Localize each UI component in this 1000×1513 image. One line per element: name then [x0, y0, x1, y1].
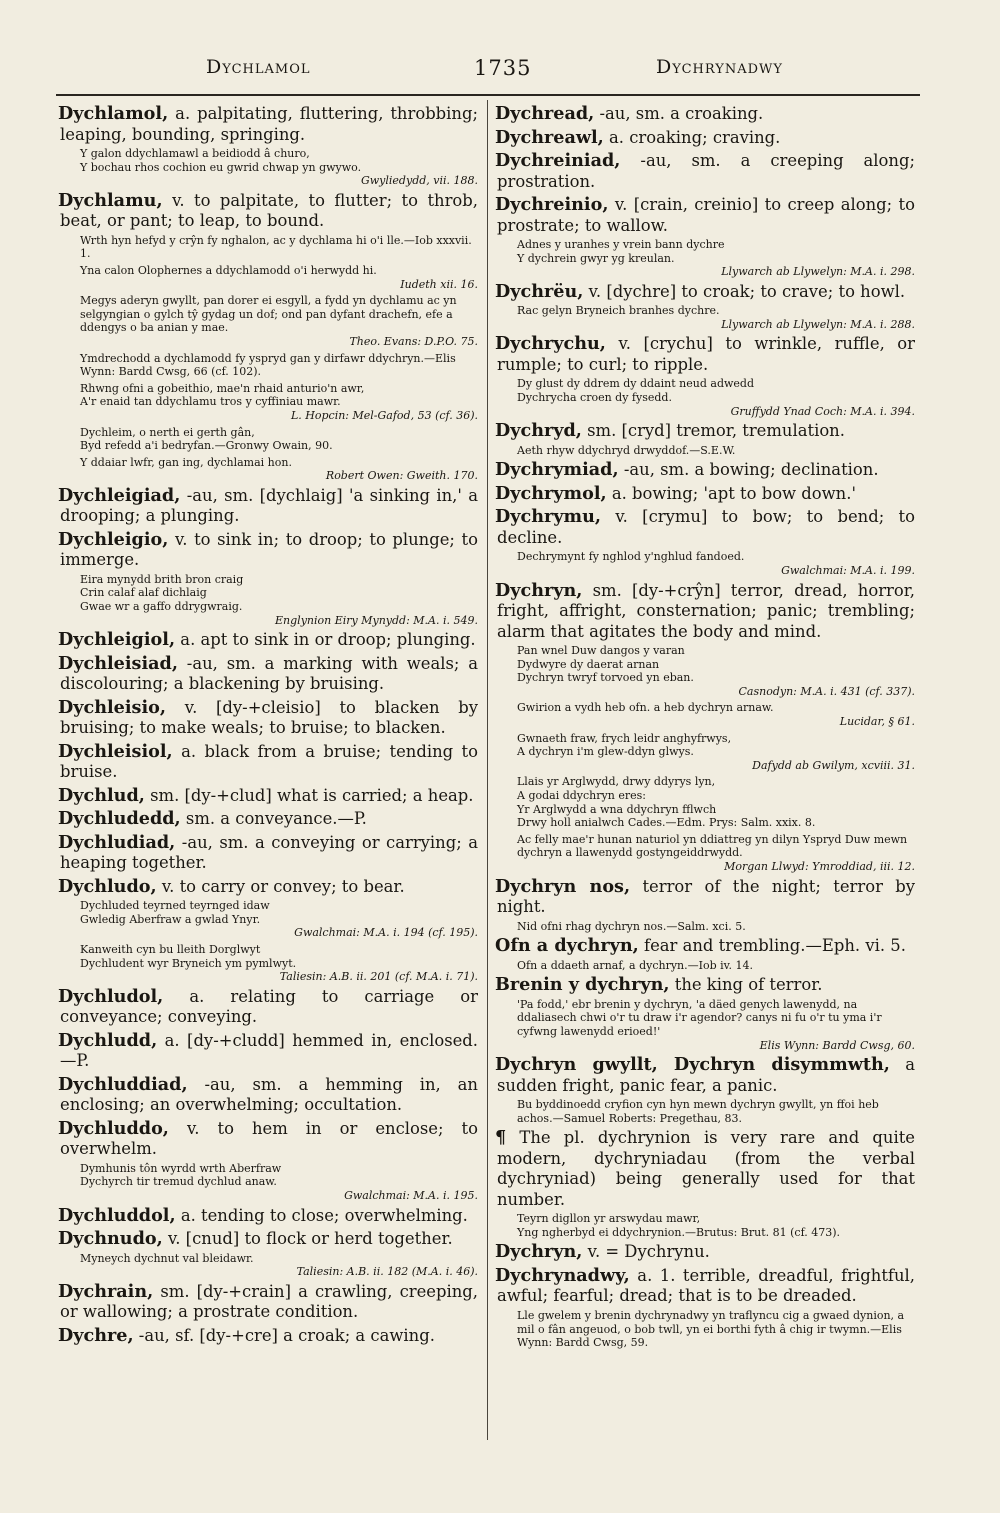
quotation-line: Aeth rhyw ddychryd drwyddof.—S.E.W.	[517, 443, 736, 457]
quotation	[80, 1162, 478, 1203]
dictionary-entry	[497, 1242, 915, 1263]
quotation-line: Y galon ddychlamawl a beidiodd â churo,	[80, 147, 310, 160]
dictionary-entry	[497, 195, 915, 279]
quotation-line: Dy glust dy ddrem dy ddaint neud adwedd	[517, 377, 755, 391]
quotation	[517, 1098, 915, 1125]
quotation-line: Drwy holl anialwch Cades.—Edm. Prys: Salm. xxix. 8.	[517, 816, 816, 830]
quotation-citation: Gruffydd Ynad Coch: M.A. i. 394.	[730, 404, 915, 418]
quotation-citation: Theo. Evans: D.P.O. 75.	[349, 334, 478, 348]
headword: Dychrymol,	[495, 482, 607, 504]
definition-text: sm. a conveyance.—P.	[185, 809, 367, 829]
headword: Dychrymiad,	[495, 459, 619, 481]
definition-text: a. bowing; 'apt to bow down.'	[611, 483, 856, 503]
headword: Dychread,	[495, 103, 595, 124]
definition-text: sm. [cryd] tremor, tremulation.	[587, 421, 845, 441]
right-column	[497, 104, 915, 1454]
entry-definition-line	[497, 975, 915, 996]
headword: Dychryn,	[495, 579, 583, 601]
definition-text: v. [crain, creinio] to creep along; to prostrate; to wallow.	[497, 195, 916, 235]
quotation-line: 'Pa fodd,' ebr brenin y dychryn, 'a däed genych lawenydd, na ddaliasech chwi o'r tu draw i'r agendor? canys ni fu o'r tu yma i'r cyfwng lawenydd erioed!'	[517, 997, 882, 1038]
headword: Dychrain,	[58, 1280, 154, 1302]
entry-definition-line	[497, 1242, 915, 1263]
headword: Dychlamu,	[58, 189, 163, 211]
dictionary-entry	[497, 128, 915, 149]
dictionary-entry	[60, 833, 478, 874]
headword: Dychreinio,	[495, 194, 609, 215]
quotation-line: Kanweith cyn bu lleith Dorglwyt	[80, 943, 261, 957]
quotation-line: Yna calon Olophernes a ddychlamodd o'i herwydd hi.	[80, 263, 377, 277]
dictionary-entry	[60, 698, 478, 739]
headword: Dychrynadwy,	[495, 1264, 630, 1286]
dictionary-entry	[497, 104, 915, 125]
dictionary-entry	[60, 630, 478, 651]
quotation-line: Llais yr Arglwydd, drwy ddyrys lyn,	[517, 775, 716, 789]
quotation-line: Dymhunis tôn wyrdd wrth Aberfraw	[80, 1161, 282, 1175]
running-header	[56, 56, 924, 86]
quotation-citation: Elis Wynn: Bardd Cwsg, 60.	[759, 1038, 915, 1052]
entry-definition-line	[60, 530, 478, 571]
quotation	[517, 377, 915, 418]
quotation	[517, 444, 915, 458]
definition-text: v. [dychre] to croak; to crave; to howl.	[588, 281, 906, 301]
headword: Dychreawl,	[495, 126, 604, 148]
headword: Dychluddiad,	[58, 1073, 188, 1095]
quotation-line: Ymdrechodd a dychlamodd fy yspryd gan y dirfawr ddychryn.—Elis Wynn: Bardd Cwsg, 66 (cf. 102).	[80, 351, 456, 379]
quotation	[80, 382, 478, 423]
quotation-line: Byd refedd a'i bedryfan.—Gronwy Owain, 90.	[80, 439, 333, 453]
quotation-citation: Taliesin: A.B. ii. 182 (M.A. i. 46).	[296, 1265, 478, 1279]
entry-definition-line	[60, 1229, 478, 1250]
headword: Dychleigiad,	[58, 484, 181, 506]
definition-text: v. to palpitate, to flutter; to throb, beat, or pant; to leap, to bound.	[60, 190, 478, 231]
entry-definition-line	[60, 1119, 478, 1160]
quotation-line: Dychluded teyrned teyrnged idaw	[80, 899, 270, 913]
quotation-line: Bu byddinoedd cryfion cyn hyn mewn dychryn gwyllt, yn ffoi heb achos.—Samuel Roberts: Pregethau, 83.	[517, 1098, 879, 1125]
quotation-line: Gwirion a vydh heb ofn. a heb dychryn arnaw.	[517, 701, 774, 715]
quotation	[517, 1212, 915, 1239]
entry-definition-line	[497, 507, 915, 548]
quotation-citation: Englynion Eiry Mynydd: M.A. i. 549.	[275, 613, 478, 627]
quotation	[80, 1252, 478, 1279]
definition-text: v. to carry or convey; to bear.	[161, 876, 405, 896]
quotation-line: Gwnaeth fraw, frych leidr anghyfrwys,	[517, 731, 732, 745]
quotation-citation: L. Hopcin: Mel-Gafod, 53 (cf. 36).	[290, 408, 478, 422]
definition-text: a. [dy-+cludd] hemmed in, enclosed.—P.	[60, 1030, 479, 1071]
quotation-citation: Gwalchmai: M.A. i. 194 (cf. 195).	[294, 926, 478, 940]
dictionary-entry	[60, 987, 478, 1028]
definition-text: v. [dy-+cleisio] to blacken by bruising; to make weals; to bruise; to blacken.	[60, 697, 478, 738]
headword: Dychludol,	[58, 985, 164, 1007]
headword: Dychryn gwyllt, Dychryn disymmwth,	[495, 1054, 890, 1076]
quotation-line: Teyrn digllon yr arswydau mawr,	[517, 1212, 701, 1226]
quotation	[80, 573, 478, 627]
headword: Dychludo,	[58, 875, 157, 897]
headword: Dychlamol,	[58, 103, 169, 124]
headword: Dychleigiol,	[58, 629, 176, 651]
definition-text: v. [crymu] to bow; to bend; to decline.	[497, 507, 915, 547]
quotation-line: Eira mynydd brith bron craig	[80, 572, 244, 586]
quotation-line: Y ddaiar lwfr, gan ing, dychlamai hon.	[80, 455, 292, 469]
definition-text: a. palpitating, fluttering, throbbing; leaping, bounding, springing.	[60, 104, 478, 144]
headword: Dychluddol,	[58, 1204, 176, 1226]
entry-definition-line	[60, 698, 478, 739]
entry-definition-line	[60, 191, 478, 232]
entry-definition-line	[60, 1326, 478, 1347]
dictionary-entry	[60, 1119, 478, 1203]
headword: Dychleisiad,	[58, 652, 178, 674]
definition-text: a. relating to carriage or conveyance; conveying.	[60, 986, 478, 1027]
header-rule	[56, 94, 920, 96]
entry-definition-line	[60, 1031, 478, 1072]
quotation	[80, 234, 478, 261]
dictionary-entry	[60, 104, 478, 188]
entry-definition-line	[497, 334, 915, 375]
quotation	[517, 550, 915, 577]
dictionary-entry	[60, 877, 478, 984]
headword: ¶	[495, 1127, 507, 1149]
quotation-line: Gwledig Aberfraw a gwlad Ynyr.	[80, 912, 261, 926]
quotation-citation: Taliesin: A.B. ii. 201 (cf. M.A. i. 71).	[279, 970, 478, 984]
entry-definition-line	[497, 151, 915, 192]
entry-definition-line	[60, 630, 478, 651]
dictionary-entry	[497, 1055, 915, 1125]
entry-definition-line	[497, 1055, 915, 1096]
entry-definition-line	[497, 104, 915, 125]
dictionary-entry	[497, 1128, 915, 1239]
dictionary-entry	[60, 530, 478, 627]
dictionary-entry	[60, 809, 478, 830]
quotation-line: Myneych dychnut val bleidawr.	[80, 1251, 254, 1265]
quotation-line: Y bochau rhos cochion eu gwrid chwap yn gwywo.	[80, 160, 362, 174]
quotation-line: Wrth hyn hefyd y crŷn fy nghalon, ac y dychlama hi o'i lle.—Iob xxxvii. 1.	[80, 233, 472, 261]
quotation	[517, 775, 915, 829]
quotation-citation: Robert Owen: Gweith. 170.	[325, 469, 478, 483]
dictionary-entry	[497, 507, 915, 577]
definition-text: a. croaking; craving.	[609, 127, 781, 147]
quotation	[517, 644, 915, 698]
quotation	[80, 352, 478, 379]
quotation-line: Dychryn twryf torvoed yn eban.	[517, 671, 694, 685]
entry-definition-line	[497, 581, 915, 643]
headword: Dychreiniad,	[495, 150, 621, 171]
quotation-line: Crin calaf alaf dichlaig	[80, 586, 207, 600]
definition-text: sm. [dy-+crain] a crawling, creeping, or wallowing; a prostrate condition.	[60, 1281, 478, 1322]
quotation	[517, 238, 915, 279]
entry-definition-line	[60, 1206, 478, 1227]
quotation-line: A'r enaid tan ddychlamu tros y cyffiniau mawr.	[80, 395, 341, 409]
entry-definition-line	[497, 195, 915, 236]
definition-text: v. [crychu] to wrinkle, ruffle, or rumple; to curl; to ripple.	[497, 334, 915, 374]
dictionary-entry	[497, 334, 915, 418]
quotation	[80, 426, 478, 453]
quotation	[517, 732, 915, 773]
entry-definition-line	[497, 484, 915, 505]
dictionary-entry	[497, 936, 915, 972]
quotation-line: Ofn a ddaeth arnaf, a dychryn.—Iob iv. 14.	[517, 958, 754, 972]
quotation-line: A godai ddychryn eres:	[517, 788, 646, 802]
quotation	[80, 456, 478, 483]
quotation	[517, 833, 915, 874]
headword: Dychryn,	[495, 1241, 583, 1263]
entry-definition-line	[497, 1128, 915, 1210]
entry-definition-line	[497, 282, 915, 303]
dictionary-entry	[60, 1075, 478, 1116]
definition-text: -au, sf. [dy-+cre] a croak; a cawing.	[138, 1325, 435, 1345]
definition-text: v. = Dychrynu.	[587, 1242, 710, 1262]
dictionary-entry	[60, 1206, 478, 1227]
quotation-citation: Iudeth xii. 16.	[400, 277, 478, 291]
quotation	[80, 899, 478, 940]
headword: Dychluddo,	[58, 1117, 169, 1139]
entry-definition-line	[60, 1282, 478, 1323]
headword: Dychrychu,	[495, 333, 606, 355]
definition-text: v. [cnud] to flock or herd together.	[167, 1229, 453, 1249]
entry-definition-line	[497, 1266, 915, 1307]
headword: Dychryd,	[495, 420, 582, 442]
definition-text: a sudden fright, panic fear, a panic.	[497, 1055, 915, 1095]
quotation-citation: Dafydd ab Gwilym, xcviii. 31.	[752, 758, 915, 772]
quotation-line: Dychyrch tir tremud dychlud anaw.	[80, 1175, 277, 1189]
definition-text: -au, sm. a bowing; declination.	[623, 460, 879, 480]
dictionary-entry	[60, 1282, 478, 1323]
entry-definition-line	[60, 742, 478, 783]
headword: Dychleisiol,	[58, 740, 173, 762]
entry-definition-line	[60, 104, 478, 145]
headword: Brenin y dychryn,	[495, 974, 670, 996]
page-number: 1735	[474, 56, 532, 80]
dictionary-entry	[497, 1266, 915, 1350]
quotation-line: Dychludent wyr Bryneich ym pymlwyt.	[80, 956, 297, 970]
quotation-line: Lle gwelem y brenin dychrynadwy yn traflyncu cig a gwaed dynion, a mil o fân angeuod, o bob twll, yn ei borthi fyth â chig ir twymn.—Elis Wynn: Bardd Cwsg, 59.	[517, 1308, 905, 1350]
quotation-line: Pan wnel Duw dangos y varan	[517, 644, 685, 658]
quotation	[517, 920, 915, 934]
quotation-citation: Gwyliedydd, vii. 188.	[360, 174, 478, 188]
dictionary-entry	[60, 1326, 478, 1347]
entry-definition-line	[60, 877, 478, 898]
definition-text: terror of the night; terror by night.	[497, 876, 916, 917]
entry-definition-line	[497, 460, 915, 481]
quotation-line: Adnes y uranhes y vrein bann dychre	[517, 238, 725, 251]
headword: Dychludd,	[58, 1029, 158, 1051]
definition-text: v. to sink in; to droop; to plunge; to immerge.	[60, 529, 478, 570]
dictionary-entry	[497, 484, 915, 505]
dictionary-entry	[497, 975, 915, 1052]
entry-definition-line	[60, 987, 478, 1028]
dictionary-entry	[60, 654, 478, 695]
dictionary-entry	[60, 1229, 478, 1279]
dictionary-entry	[497, 877, 915, 934]
quotation-line: Yr Arglwydd a wna ddychryn fflwch	[517, 802, 717, 816]
definition-text: -au, sm. a hemming in, an enclosing; an overwhelming; occultation.	[60, 1074, 478, 1115]
dictionary-entry	[60, 742, 478, 783]
dictionary-entry	[497, 421, 915, 457]
entry-definition-line	[497, 877, 915, 918]
quotation-citation: Llywarch ab Llywelyn: M.A. i. 298.	[721, 265, 915, 279]
entry-definition-line	[60, 833, 478, 874]
definition-text: a. 1. terrible, dreadful, frightful, awful; fearful; dread; that is to be dreaded.	[497, 1265, 915, 1306]
headword: Dychrëu,	[495, 280, 584, 302]
definition-text: the king of terror.	[674, 975, 823, 995]
entry-definition-line	[60, 486, 478, 527]
definition-text: The pl. dychrynion is very rare and quite modern, dychryniadau (from the verbal dychryniad) being generally used for that number.	[497, 1128, 915, 1209]
definition-text: -au, sm. a croaking.	[599, 104, 764, 123]
quotation	[80, 943, 478, 984]
column-divider	[487, 100, 488, 1440]
headword: Dychryn nos,	[495, 875, 631, 897]
entry-definition-line	[60, 1075, 478, 1116]
quotation-citation: Casnodyn: M.A. i. 431 (cf. 337).	[738, 684, 915, 698]
headword: Dychnudo,	[58, 1228, 163, 1250]
dictionary-entry	[60, 786, 478, 807]
quotation-citation: Llywarch ab Llywelyn: M.A. i. 288.	[721, 317, 915, 331]
header-left-guideword: Dychlamol	[206, 56, 311, 78]
definition-text: -au, sm. a conveying or carrying; a heaping together.	[60, 832, 478, 873]
quotation-line: Y dychrein gwyr yg kreulan.	[517, 251, 675, 265]
header-right-guideword: Dychrynadwy	[656, 56, 783, 78]
left-column	[60, 104, 478, 1454]
headword: Dychleisio,	[58, 696, 166, 718]
definition-text: v. to hem in or enclose; to overwhelm.	[60, 1118, 478, 1159]
quotation-line: Megys aderyn gwyllt, pan dorer ei esgyll, a fydd yn dychlamu ac yn selgyngian o gylch tŷ gydag un dof; ond pan dyfant drachefn, efe a ddengys o ba anian y mae.	[80, 294, 457, 335]
dictionary-entry	[60, 486, 478, 527]
quotation	[80, 264, 478, 291]
quotation	[517, 959, 915, 973]
entry-definition-line	[497, 128, 915, 149]
definition-text: -au, sm. a marking with weals; a discolouring; a blackening by bruising.	[60, 653, 478, 694]
dictionary-entry	[497, 581, 915, 874]
dictionary-entry	[60, 191, 478, 483]
definition-text: sm. [dy-+crŷn] terror, dread, horror, fright, affright, consternation; panic; trembling; alarm that agitates the body and mind.	[497, 580, 915, 641]
entry-definition-line	[60, 654, 478, 695]
quotation-citation: Gwalchmai: M.A. i. 199.	[781, 563, 915, 577]
definition-text: a. apt to sink in or droop; plunging.	[180, 630, 476, 650]
quotation-line: Rhwng ofni a gobeithio, mae'n rhaid anturio'n awr,	[80, 381, 365, 395]
quotation-line: Nid ofni rhag dychryn nos.—Salm. xci. 5.	[517, 919, 746, 933]
quotation-line: Dechrymynt fy nghlod y'nghlud fandoed.	[517, 550, 745, 564]
quotation	[80, 294, 478, 348]
quotation-citation: Lucidar, § 61.	[839, 715, 915, 728]
quotation-line: Dydwyre dy daerat arnan	[517, 657, 660, 671]
quotation	[517, 1309, 915, 1350]
definition-text: a. black from a bruise; tending to bruise.	[60, 741, 478, 782]
quotation	[517, 701, 915, 728]
entry-definition-line	[497, 421, 915, 442]
headword: Ofn a dychryn,	[495, 935, 639, 957]
headword: Dychre,	[58, 1324, 134, 1346]
headword: Dychludiad,	[58, 831, 176, 853]
dictionary-entry	[497, 151, 915, 192]
headword: Dychludedd,	[58, 808, 181, 830]
quotation	[517, 304, 915, 331]
quotation-line: Yng ngherbyd ei ddychrynion.—Brutus: Brut. 81 (cf. 473).	[517, 1225, 841, 1239]
definition-text: -au, sm. [dychlaig] 'a sinking in,' a drooping; a plunging.	[60, 485, 478, 526]
quotation-citation: Gwalchmai: M.A. i. 195.	[344, 1189, 478, 1202]
headword: Dychlud,	[58, 784, 145, 806]
quotation-line: Gwae wr a gaffo ddrygwraig.	[80, 600, 243, 614]
dictionary-entry	[60, 1031, 478, 1072]
dictionary-entry	[497, 460, 915, 481]
headword: Dychleigio,	[58, 528, 169, 550]
headword: Dychrymu,	[495, 506, 602, 528]
quotation	[517, 998, 915, 1052]
quotation	[80, 147, 478, 188]
quotation-line: Dychleim, o nerth ei gerth gân,	[80, 425, 255, 439]
dictionary-entry	[497, 282, 915, 332]
definition-text: fear and trembling.—Eph. vi. 5.	[644, 936, 906, 956]
quotation-line: Rac gelyn Bryneich branhes dychre.	[517, 304, 720, 318]
entry-definition-line	[60, 786, 478, 807]
quotation-line: Dychrycha croen dy fysedd.	[517, 391, 672, 405]
definition-text: a. tending to close; overwhelming.	[180, 1205, 468, 1225]
definition-text: sm. [dy-+clud] what is carried; a heap.	[150, 785, 474, 805]
definition-text: -au, sm. a creeping along; prostration.	[497, 151, 915, 191]
quotation-citation: Morgan Llwyd: Ymroddiad, iii. 12.	[724, 859, 915, 873]
quotation-line: A dychryn i'm glew-ddyn glwys.	[517, 745, 694, 759]
entry-definition-line	[60, 809, 478, 830]
quotation-line: Ac felly mae'r hunan naturiol yn ddiattreg yn dilyn Yspryd Duw mewn dychryn a llawenydd gostyngeiddrwydd.	[517, 832, 908, 860]
entry-definition-line	[497, 936, 915, 957]
